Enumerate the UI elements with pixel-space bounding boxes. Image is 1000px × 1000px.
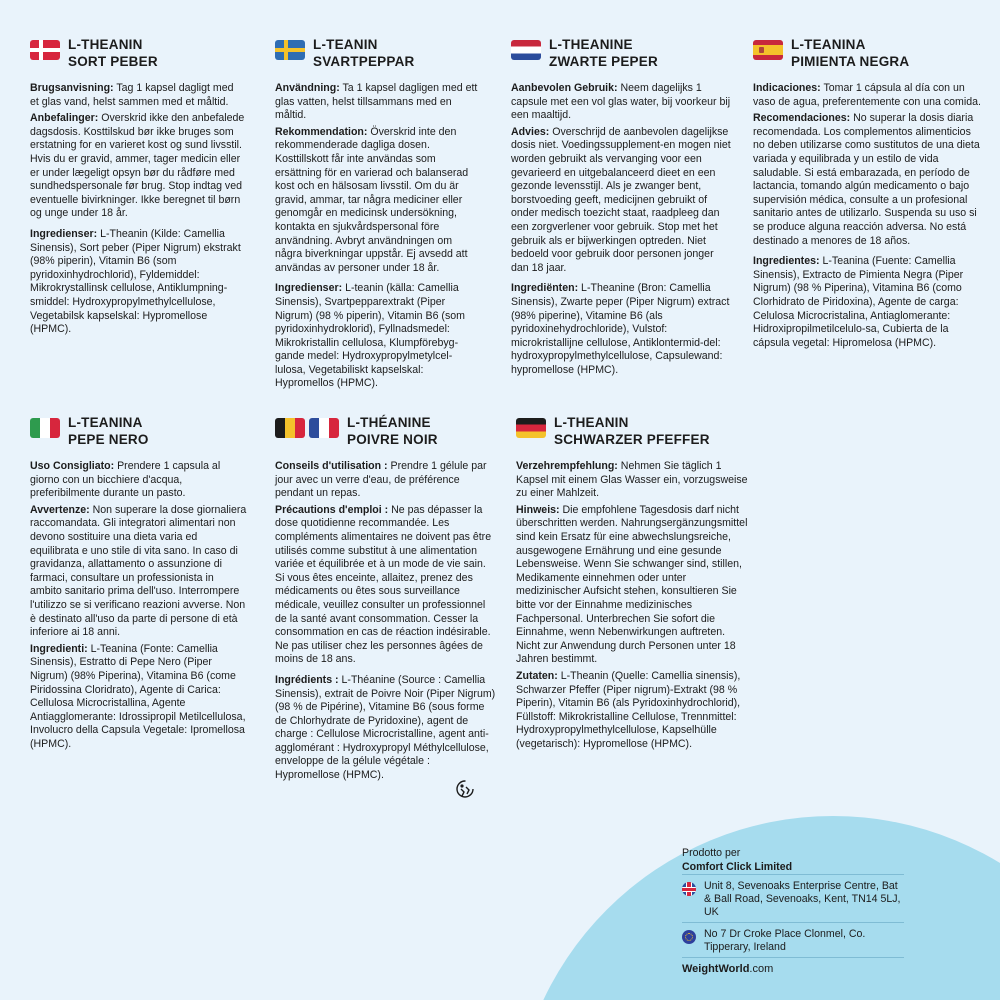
italy-flag-icon — [30, 418, 60, 438]
section-dutch — [511, 36, 733, 380]
spain-flag-icon — [753, 40, 783, 60]
netherlands-flag-icon — [511, 40, 541, 60]
recommendation-paragraph: Advies: Overschrijd de aanbevolen dagelijkse dosis niet. Voedingssupplement-en mogen niet worden gebruikt als vervanging voor een gevarieerd en uitgebalanceerd dieet en een gezonde levensstijl. Als je zwanger bent, borstvoeding geeft, medicijnen gebruikt of onder medisch toezicht staat, raadpleeg dan een zorgverlener voor gebruik. Stop met het gebruik als er bijwerkingen optreden. Niet bedoeld voor gebruik door personen jonger dan 18 jaar. — [511, 125, 731, 274]
ingredients-paragraph: Ingredienti: L-Teanina (Fonte: Camellia Sinensis), Estratto di Pepe Nero (Piper Nigrum) (98% Piperina), Vitamina B6 (come Piridossina Cloridrato), Agente di Carica: Cellulosa Microcristallina, Agente Antiagglomerante: Idrossipropil Metilcellulosa, Involucro della Capsula Vegetale: Ipromellosa (HPMC). — [30, 642, 246, 750]
usage-paragraph: Brugsanvisning: Tag 1 kapsel dagligt med et glas vand, helst sammen med et måltid. — [30, 82, 234, 108]
section-title: L-TEANINA PEPE NERO — [68, 415, 149, 447]
section-title: L-THÉANINE POIVRE NOIR — [347, 415, 438, 447]
section-german — [516, 414, 748, 754]
ingredients-paragraph: Ingredienser: L-teanin (källa: Camellia Sinensis), Svartpepparextrakt (Piper Nigrum) (98 % piperin), Vitamin B6 (som pyridoxinhydroklorid), Fyllnadsmedel: Mikrokristallin cellulosa, Klumpförebyg-gande medel: Hydroxypropylmetylcel-lulosa, Vegetabiliskt kapselskal: Hypromellos (HPMC). — [275, 282, 465, 390]
produced-by-label: Prodotto per — [682, 847, 741, 859]
usage-paragraph: Aanbevolen Gebruik: Neem dagelijks 1 capsule met een vol glas water, bij voorkeur bij een maaltijd. — [511, 82, 731, 122]
ingredients-paragraph: Ingredientes: L-Teanina (Fuente: Camellia Sinensis), Extracto de Pimienta Negra (Piper Nigrum) (98 % Piperina), Vitamina B6 (como Clorhidrato de Piridoxina), Agente de carga: Celulosa Microcristalina, Antiaglomerante: Hidroxipropilmetilcelulo-sa, Cubierta de la cápsula vegetal: Hipromelosa (HPMC). — [753, 255, 964, 349]
recommendation-paragraph: Anbefalinger: Overskrid ikke den anbefalede dagsdosis. Kosttilskud bør ikke bruges som erstatning for en varieret kost og sund livsstil. Hvis du er gravid, ammer, tager medicin eller er under lægeligt opsyn bør du rådføre med sundhedspersonale før brug. Stop indtag ved eventuelle bivirkninger. Ikke beregnet til børn og unge under 18 år. — [30, 112, 245, 220]
recommendation-paragraph: Hinweis: Die empfohlene Tagesdosis darf nicht überschritten werden. Nahrungsergänzungsmittel sind kein Ersatz für eine abwechslungsreiche, ausgewogene Ernährung und eine gesunde Lebensweise. Wenn Sie schwanger sind, stillen, Medikamente einnehmen oder unter medizinischer Aufsicht stehen, konsultieren Sie bitte vor der Einnahme medizinisches Fachpersonal. Unterbrechen Sie sofort die Einnahme, wenn Nebenwirkungen auftreten. Nicht zur Anwendung durch Personen unter 18 Jahren bestimmt. — [516, 503, 748, 666]
france-flag-icon — [309, 418, 339, 438]
eu-flag-icon — [682, 930, 696, 944]
usage-paragraph: Uso Consigliato: Prendere 1 capsula al giorno con un bicchiere d'acqua, preferibilmente durante un pasto. — [30, 460, 221, 500]
recommendation-paragraph: Recomendaciones: No superar la dosis diaria recomendada. Los complementos alimenticios no deben utilizarse como sustitutos de una dieta variada y equilibrada y un estilo de vida saludable. Si está embarazada, en período de lactancia, tomando algún medicamento o bajo supervisión médica, consulte a un profesional sanitario antes de utilizarlo. Suspenda su uso si se produce alguna reacción adversa. No está destinado a menores de 18 años. — [753, 112, 980, 247]
uk-flag-icon — [682, 882, 696, 896]
section-danish — [30, 36, 245, 340]
section-swedish — [275, 36, 478, 394]
manufacturer-block — [682, 847, 904, 975]
section-title: L-THEANINE ZWARTE PEPER — [549, 37, 658, 69]
uk-address: Unit 8, Sevenoaks Enterprise Centre, Bat & Ball Road, Sevenoaks, Kent, TN14 5LJ, UK — [682, 874, 904, 922]
recommendation-paragraph: Précautions d'emploi : Ne pas dépasser la dose quotidienne recommandée. Les compléments alimentaires ne doivent pas être utilisés comme substitut à une alimentation variée et équilibrée et à un mode de vie sain. Si vous êtes enceinte, allaitez, prenez des médicaments ou êtes sous surveillance médicale, veuillez consulter un professionnel de la santé avant consommation. Cesser la consommation en cas de réaction indésirable. Ne pas utiliser chez les personnes âgées de moins de 18 ans. — [275, 503, 492, 666]
belgium-flag-icon — [275, 418, 305, 438]
ie-address: No 7 Dr Croke Place Clonmel, Co. Tipperary, Ireland — [682, 922, 904, 958]
usage-paragraph: Indicaciones: Tomar 1 cápsula al día con un vaso de agua, preferentemente con una comida. — [753, 82, 981, 108]
section-title: L-THEANIN SORT PEBER — [68, 37, 158, 69]
usage-paragraph: Conseils d'utilisation : Prendre 1 gélule par jour avec un verre d'eau, de préférence pendant un repas. — [275, 460, 487, 500]
section-title: L-TEANINA PIMIENTA NEGRA — [791, 37, 910, 69]
denmark-flag-icon — [30, 40, 60, 60]
recommendation-paragraph: Rekommendation: Överskrid inte den rekommenderade dagliga dosen. Kosttillskott får inte användas som ersättning för en varierad och balanserad kost och en hälsosam livsstil. Om du är gravid, ammar, tar några mediciner eller genomgår en medicinsk undersökning, kontakta en sjukvårdspersonal före användning. Avbryt användningen om några biverkningar uppstår. Ej avsedd att användas av personer under 18 år. — [275, 125, 469, 274]
section-title: L-THEANIN SCHWARZER PFEFFER — [554, 415, 710, 447]
ingredients-paragraph: Ingrédients : L-Théanine (Source : Camellia Sinensis), extrait de Poivre Noir (Piper Nigrum) (98 % de Pipérine), Vitamine B6 (sous forme de Chlorhydrate de Pyridoxine), agent de charge : Cellulose Microcristalline, agent anti-agglomérant : Hydroxypropyl Méthylcellulose, enveloppe de la gélule végétale : Hypromellose (HPMC). — [275, 673, 496, 782]
ingredients-paragraph: Ingredienser: L-Theanin (Kilde: Camellia Sinensis), Sort peber (Piper Nigrum) ekstrakt (98% piperin), Vitamin B6 (som pyridoxinhydrochlorid), Fyldemiddel: Mikrokrystallinsk cellulose, Antiklumpning-smiddel: Hydroxypropylmethylcellulose, Vegetabilsk kapselskal: Hypromellose (HPMC). — [30, 227, 241, 336]
recommendation-paragraph: Avvertenze: Non superare la dose giornaliera raccomandata. Gli integratori alimentari non devono sostituire una dieta varia ed equilibrata e uno stile di vita sano. In caso di gravidanza, allattamento o assunzione di farmaci, consultare un professionista in ambito sanitario prima dell'uso. Interrompere l'utilizzo se si verificano reazioni avverse. Non è destinato all'uso da parte di persone di età inferiore ai 18 anni. — [30, 503, 247, 639]
website: WeightWorld.com — [682, 963, 774, 975]
company-name: Comfort Click Limited — [682, 861, 793, 873]
usage-paragraph: Verzehrempfehlung: Nehmen Sie täglich 1 Kapsel mit einem Glas Wasser ein, vorzugsweise zu einer Mahlzeit. — [516, 460, 748, 500]
ingredients-paragraph: Zutaten: L-Theanin (Quelle: Camellia sinensis), Schwarzer Pfeffer (Piper nigrum)-Extrakt (98 % Piperin), Vitamin B6 (als Pyridoxinhydrochlorid), Füllstoff: Mikrokristalline Cellulose, Trennmittel: Hydroxypropylmethylcellulose, Kapselhülle (vegetarisch): Hypromellose (HPMC). — [516, 669, 741, 750]
recycle-icon — [455, 779, 475, 799]
ingredients-paragraph: Ingrediënten: L-Theanine (Bron: Camellia Sinensis), Zwarte peper (Piper Nigrum) extract (98% piperine), Vitamine B6 (als pyridoxinehydrochloride), Vulstof: microkristallijne cellulose, Antiklontermid-del: hydroxypropylmethylcellulose, Capsulewand: hypromellose (HPMC). — [511, 282, 730, 376]
section-spanish — [753, 36, 983, 353]
section-title: L-TEANIN SVARTPEPPAR — [313, 37, 415, 69]
section-french — [275, 414, 497, 786]
germany-flag-icon — [516, 418, 546, 438]
sweden-flag-icon — [275, 40, 305, 60]
usage-paragraph: Användning: Ta 1 kapsel dagligen med ett glas vatten, helst tillsammans med en måltid. — [275, 82, 478, 122]
section-italian — [30, 414, 248, 754]
